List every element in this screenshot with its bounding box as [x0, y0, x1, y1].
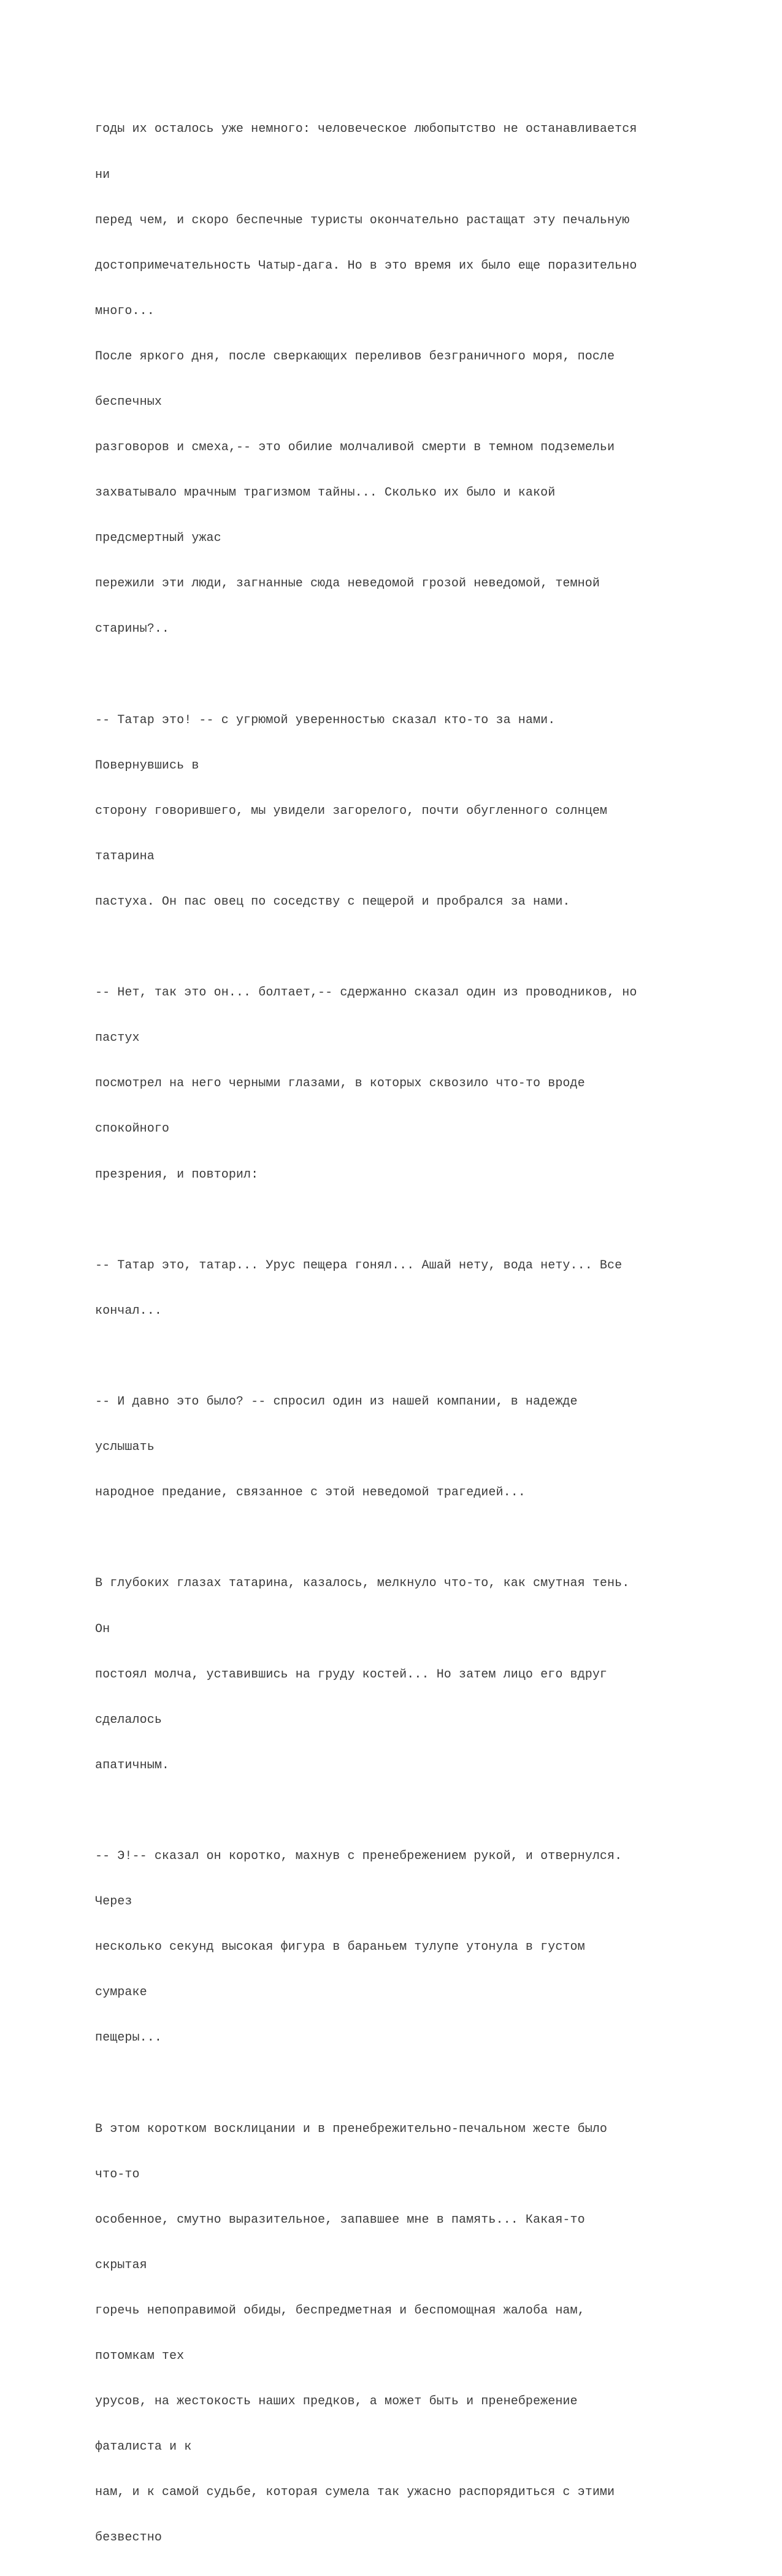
blank-line	[95, 1349, 708, 1365]
text-line: В глубоких глазах татарина, казалось, мелкнуло что-то, как смутная тень.	[95, 1576, 630, 1591]
text-line: посмотрел на него черными глазами, в которых сквозило что-то вроде	[95, 1076, 585, 1091]
text-line: -- Э!-- сказал он коротко, махнув с пренебрежением рукой, и отвернулся.	[95, 1849, 623, 1863]
text-line: безвестно	[95, 2531, 162, 2545]
text-line: Он	[95, 1622, 110, 1636]
text-line: старины?..	[95, 622, 170, 637]
text-line: горечь непоправимой обиды, беспредметная и беспомощная жалоба нам,	[95, 2303, 585, 2318]
text-line: татарина	[95, 849, 155, 864]
text-line: народное предание, связанное с этой неведомой трагедией...	[95, 1485, 526, 1500]
text-line: -- Татар это! -- с угрюмой уверенностью сказал кто-то за нами.	[95, 713, 556, 727]
text-line: В этом коротком восклицании и в пренебрежительно-печальном жесте было	[95, 2122, 608, 2136]
text-line: пастуха. Он пас овец по соседству с пещерой и пробрался за нами.	[95, 895, 570, 909]
text-line: пастух	[95, 1031, 140, 1046]
text-line: постоял молча, уставившись на груду костей... Но затем лицо его вдруг	[95, 1667, 608, 1682]
text-line: сделалось	[95, 1712, 162, 1727]
text-line: пещеры...	[95, 2031, 162, 2045]
text-line: После яркого дня, после сверкающих переливов безграничного моря, после	[95, 349, 615, 364]
blank-line	[95, 2076, 708, 2091]
text-line: фаталиста и к	[95, 2440, 192, 2455]
text-line: Повернувшись в	[95, 758, 199, 773]
text-line: кончал...	[95, 1303, 162, 1318]
text-line: предсмертный ужас	[95, 531, 221, 546]
text-line: пережили эти люди, загнанные сюда неведомой грозой неведомой, темной	[95, 577, 600, 591]
text-line: потомкам тех	[95, 2349, 185, 2363]
blank-line	[95, 1531, 708, 1546]
text-line: скрытая	[95, 2258, 147, 2272]
text-line: достопримечательность Чатыр-дага. Но в это время их было еще поразительно	[95, 258, 637, 273]
text-line: сумраке	[95, 1985, 147, 2000]
text-line: -- И давно это было? -- спросил один из нашей компании, в надежде	[95, 1395, 578, 1409]
text-line: что-то	[95, 2167, 140, 2182]
text-line: ни	[95, 167, 110, 182]
text-line: беспечных	[95, 394, 162, 409]
text-line: много...	[95, 304, 155, 318]
text-line: нам, и к самой судьбе, которая сумела так ужасно распорядиться с этими	[95, 2485, 615, 2500]
text-line: захватывало мрачным трагизмом тайны... Сколько их было и какой	[95, 486, 556, 500]
text-line: апатичным.	[95, 1758, 170, 1773]
blank-line	[95, 940, 708, 956]
blank-line	[95, 1213, 708, 1229]
text-line: -- Нет, так это он... болтает,-- сдержанно сказал один из проводников, но	[95, 986, 637, 1000]
text-line: особенное, смутно выразительное, запавшее мне в память... Какая-то	[95, 2212, 585, 2227]
blank-line	[95, 668, 708, 683]
text-line: несколько секунд высокая фигура в бараньем тулупе утонула в густом	[95, 1940, 585, 1955]
text-line: спокойного	[95, 1122, 170, 1137]
text-line: годы их осталось уже немного: человеческое любопытство не останавливается	[95, 122, 637, 137]
text-line: Через	[95, 1895, 132, 1909]
text-line: перед чем, и скоро беспечные туристы окончательно растащат эту печальную	[95, 213, 630, 228]
text-line: -- Татар это, татар... Урус пещера гонял... Ашай нету, вода нету... Все	[95, 1258, 623, 1273]
text-line: урусов, на жестокость наших предков, а может быть и пренебрежение	[95, 2394, 578, 2409]
document-text	[95, 92, 708, 2576]
text-line: разговоров и смеха,-- это обилие молчаливой смерти в темном подземельи	[95, 440, 615, 455]
blank-line	[95, 1804, 708, 1819]
text-line: услышать	[95, 1440, 155, 1455]
text-line: сторону говорившего, мы увидели загорелого, почти обугленного солнцем	[95, 803, 608, 818]
text-line: презрения, и повторил:	[95, 1167, 259, 1182]
